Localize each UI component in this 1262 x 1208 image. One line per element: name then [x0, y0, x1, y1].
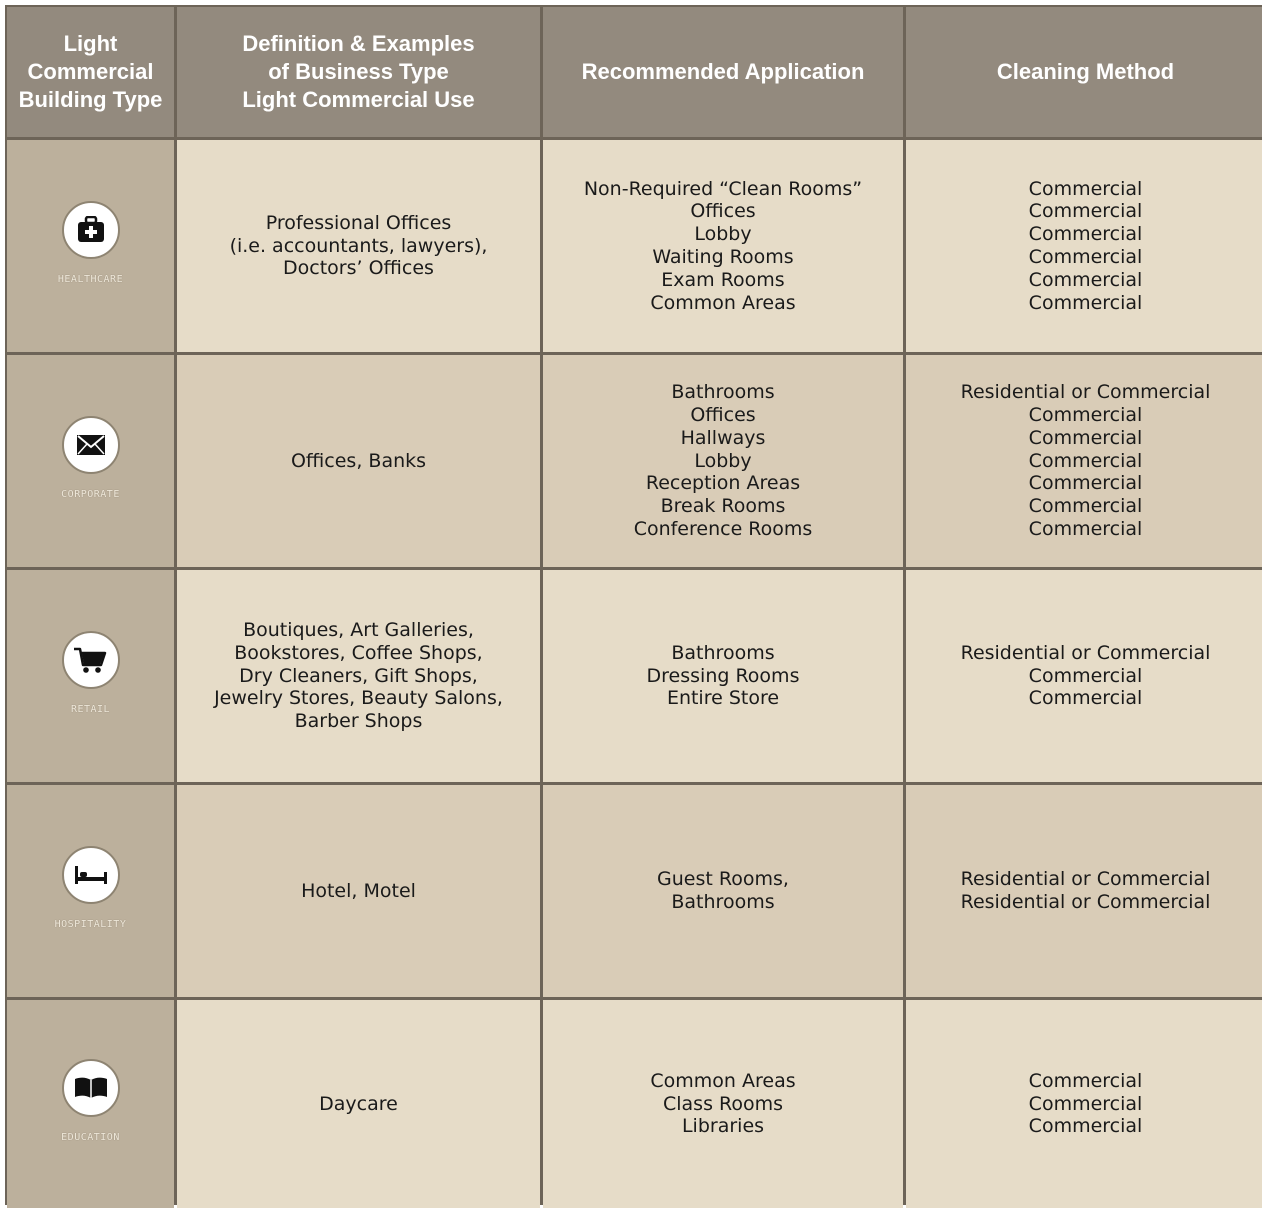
method-line: Commercial — [1028, 404, 1143, 426]
method-line: Commercial — [1028, 517, 1143, 540]
method-line: Residential or Commercial — [960, 891, 1211, 913]
application-line: Break Rooms — [660, 495, 786, 518]
definition-line: (i.e. accountants, lawyers), — [229, 234, 488, 257]
definition-line: Professional Offices — [265, 211, 452, 234]
definition-line: Jewelry Stores, Beauty Salons, — [214, 687, 503, 710]
application-cell — [543, 355, 903, 567]
application-cell — [543, 570, 903, 782]
building-type-education — [7, 1000, 174, 1208]
definition-line: Boutiques, Art Galleries, — [243, 619, 474, 641]
application-line: Lobby — [694, 449, 752, 472]
building-type-label: CORPORATE — [61, 488, 120, 500]
application-line: Hallways — [680, 426, 766, 449]
definition-line: Offices, Banks — [290, 449, 427, 472]
definition-cell — [177, 140, 540, 352]
table-frame — [5, 5, 1262, 1205]
medical-kit-icon — [62, 201, 120, 259]
method-line: Commercial — [1028, 1069, 1143, 1092]
header-cleaning-method — [906, 7, 1262, 137]
building-type-hospitality — [7, 785, 174, 997]
application-line: Common Areas — [650, 1069, 796, 1092]
header-line: Light — [63, 31, 118, 56]
application-line: Offices — [690, 200, 756, 223]
bed-icon — [62, 846, 120, 904]
building-type-retail — [7, 570, 174, 782]
method-line: Commercial — [1028, 1092, 1143, 1115]
header-line: Building Type — [18, 87, 163, 112]
building-type-label: RETAIL — [70, 703, 111, 715]
header-line: Commercial — [27, 59, 154, 84]
cleaning-method-cell — [906, 785, 1262, 997]
definition-line: Hotel, Motel — [301, 879, 416, 902]
application-line: Exam Rooms — [661, 268, 785, 291]
definition-cell — [177, 785, 540, 997]
definition-line: Dry Cleaners, Gift Shops, — [239, 664, 478, 687]
application-cell — [543, 785, 903, 997]
header-recommended-application — [543, 7, 903, 137]
cleaning-method-cell — [906, 355, 1262, 567]
application-line: Common Areas — [650, 291, 796, 314]
definition-cell — [177, 570, 540, 782]
cleaning-method-cell — [906, 570, 1262, 782]
application-line: Offices — [690, 404, 756, 426]
building-type-label: EDUCATION — [61, 1131, 120, 1143]
definition-line: Daycare — [319, 1092, 398, 1115]
header-line: Recommended Application — [581, 59, 865, 84]
application-line: Libraries — [681, 1115, 765, 1138]
building-type-healthcare — [7, 140, 174, 352]
application-line: Guest Rooms, — [657, 868, 789, 891]
application-line: Bathrooms — [671, 641, 775, 664]
header-building-type — [7, 7, 174, 137]
application-line: Reception Areas — [645, 472, 801, 495]
application-line: Non-Required “Clean Rooms” — [583, 177, 863, 200]
method-line: Commercial — [1028, 687, 1143, 710]
method-line: Commercial — [1028, 223, 1143, 246]
building-type-label: HEALTHCARE — [57, 273, 124, 285]
application-line: Bathrooms — [671, 381, 775, 404]
method-line: Residential or Commercial — [960, 868, 1211, 891]
definition-line: Doctors’ Offices — [283, 257, 434, 280]
method-line: Commercial — [1028, 268, 1143, 291]
building-type-corporate — [7, 355, 174, 567]
definition-cell — [177, 355, 540, 567]
method-line: Commercial — [1028, 426, 1143, 449]
application-line: Entire Store — [666, 687, 780, 710]
cleaning-method-cell — [906, 140, 1262, 352]
envelope-icon — [62, 416, 120, 474]
method-line: Commercial — [1028, 200, 1143, 223]
application-line: Waiting Rooms — [652, 246, 794, 268]
application-line: Lobby — [694, 223, 752, 246]
application-cell — [543, 140, 903, 352]
application-line: Bathrooms — [671, 891, 775, 913]
method-line: Commercial — [1028, 664, 1143, 687]
header-line: of Business Type — [268, 59, 449, 84]
application-line: Conference Rooms — [633, 517, 813, 540]
cleaning-method-cell — [906, 1000, 1262, 1208]
header-definition — [177, 7, 540, 137]
header-line: Cleaning Method — [996, 59, 1175, 84]
building-type-table — [5, 5, 1262, 1208]
method-line: Commercial — [1028, 472, 1143, 495]
definition-line: Barber Shops — [294, 710, 423, 733]
method-line: Commercial — [1028, 495, 1143, 518]
application-line: Class Rooms — [662, 1092, 784, 1115]
method-line: Commercial — [1028, 246, 1143, 268]
header-line: Definition & Examples — [242, 31, 475, 56]
building-type-label: HOSPITALITY — [54, 918, 127, 930]
method-line: Commercial — [1028, 291, 1143, 314]
method-line: Commercial — [1028, 1115, 1143, 1138]
shopping-cart-icon — [62, 631, 120, 689]
method-line: Residential or Commercial — [960, 641, 1211, 664]
header-line: Light Commercial Use — [242, 87, 475, 112]
method-line: Commercial — [1028, 177, 1143, 200]
method-line: Residential or Commercial — [960, 381, 1211, 404]
open-book-icon — [62, 1059, 120, 1117]
application-cell — [543, 1000, 903, 1208]
application-line: Dressing Rooms — [646, 664, 800, 687]
method-line: Commercial — [1028, 449, 1143, 472]
definition-cell — [177, 1000, 540, 1208]
definition-line: Bookstores, Coffee Shops, — [234, 641, 483, 664]
